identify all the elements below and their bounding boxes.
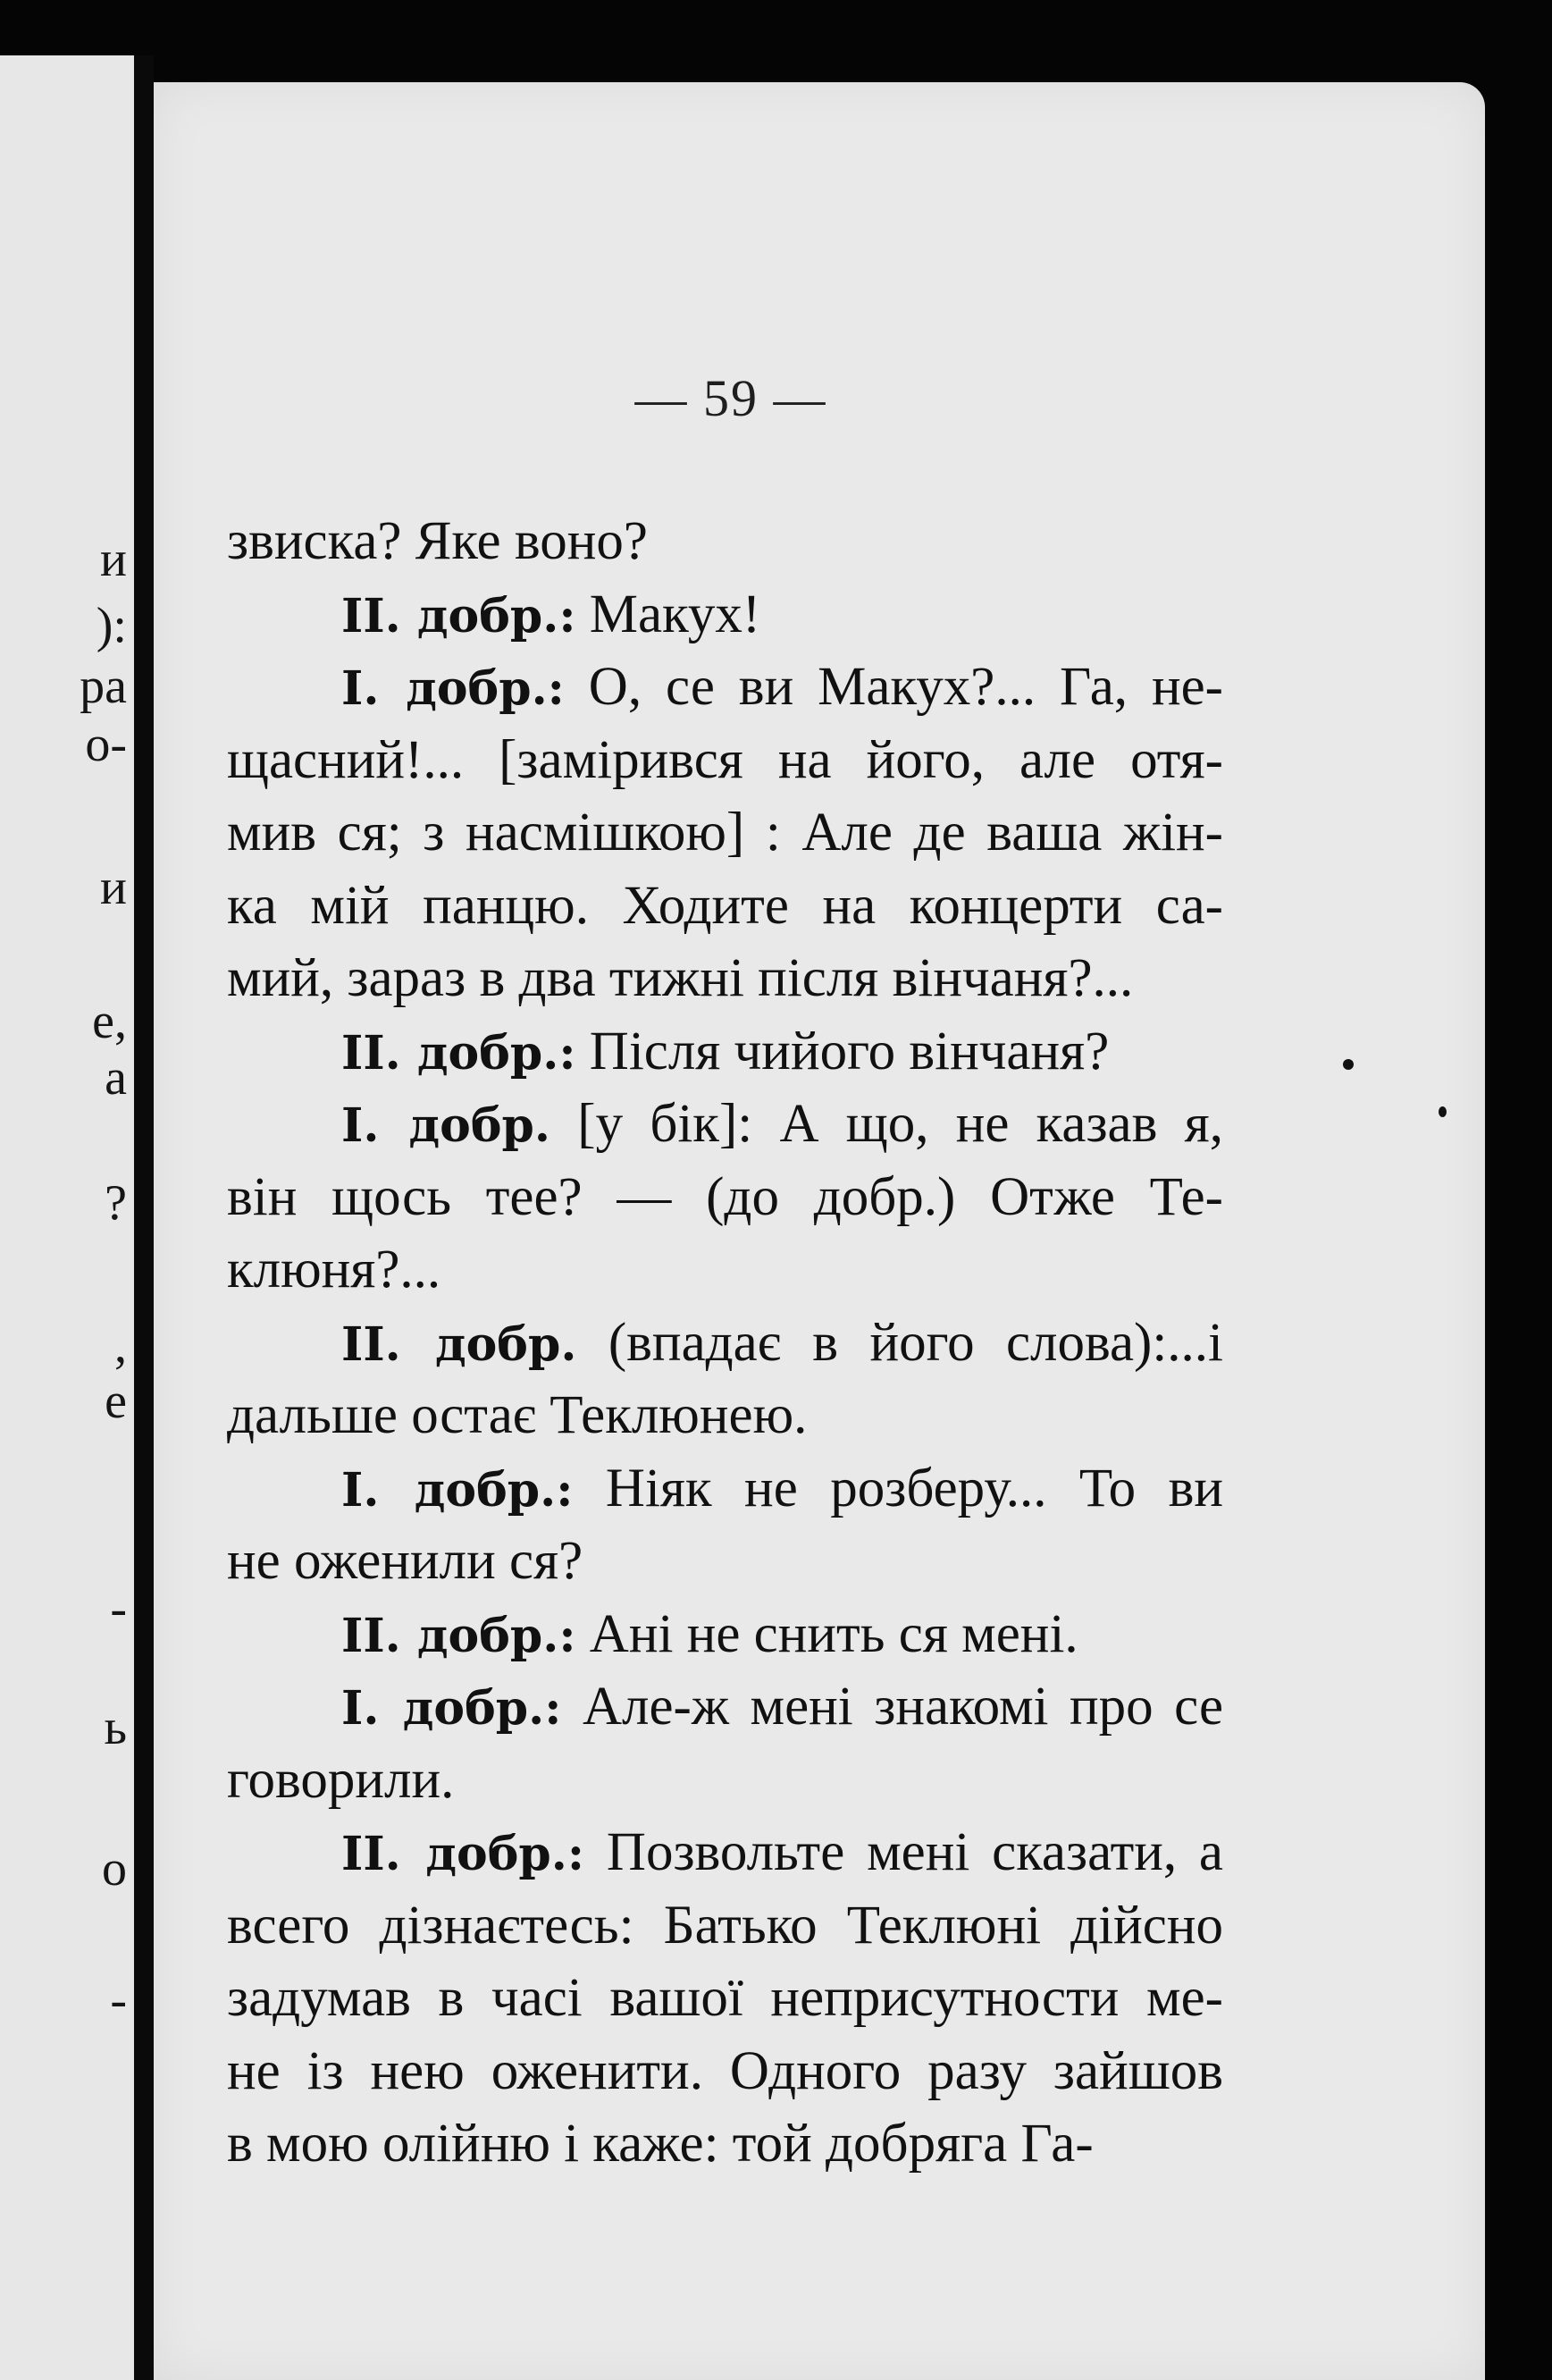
page-gutter: [134, 55, 154, 2380]
line-text: Ніяк не розберу... То ви: [605, 1458, 1223, 1518]
line-text: не оженили ся?: [227, 1531, 583, 1591]
speaker-label: II. добр.:: [341, 1608, 576, 1663]
text-line: [227, 1233, 1223, 1307]
text-line: [227, 870, 1223, 943]
line-text: Але-ж мені знакомі про се: [582, 1677, 1223, 1737]
text-line: [227, 1161, 1223, 1234]
speaker-label: II. добр.:: [341, 588, 576, 643]
line-text: (впадає в його слова):...і: [608, 1312, 1223, 1373]
line-text: щасний!... [замірився на його, але отя-: [227, 729, 1223, 790]
speaker-label: II. добр.:: [341, 1025, 576, 1081]
text-line: [227, 1088, 1223, 1161]
text-line: [227, 1744, 1223, 1817]
page-number: — 59 —: [634, 369, 827, 427]
margin-mark: [1343, 1059, 1354, 1070]
text-line: [227, 505, 1223, 578]
left-page-text-fragment: е: [105, 1374, 127, 1429]
speaker-label: I. добр.:: [341, 661, 565, 716]
text-line: [227, 942, 1223, 1015]
text-line: [227, 1598, 1223, 1671]
text-line: [227, 1962, 1223, 2035]
left-page-text-fragment: ?: [105, 1175, 127, 1231]
line-text: мив ся; з насмішкою] : Але де ваша жін-: [227, 803, 1223, 862]
line-text: в мою олійню і каже: той добряга Га-: [227, 2114, 1094, 2174]
speaker-label: I. добр.: [341, 1098, 551, 1153]
speaker-label: I. добр.:: [341, 1462, 574, 1518]
text-line: [227, 2035, 1223, 2108]
left-page-text-fragment: ь: [104, 1700, 127, 1755]
left-facing-page: [0, 55, 134, 2380]
left-page-text-fragment: е,: [92, 994, 127, 1049]
line-text: ка мій панцю. Ходите на концерти са-: [227, 875, 1223, 936]
left-page-text-fragment: ):: [96, 598, 127, 653]
line-text: задумав в часі вашої неприсутности ме-: [227, 1968, 1223, 2028]
line-text: [у бік]: А що, не казав я,: [577, 1094, 1223, 1154]
line-text: Позвольте мені сказати, а: [606, 1822, 1223, 1882]
speaker-label: I. добр.:: [341, 1681, 562, 1736]
left-page-text-fragment: и: [100, 532, 127, 587]
left-page-text-fragment: ,: [114, 1318, 127, 1374]
left-page-text-fragment: ра: [80, 659, 127, 714]
text-line: [227, 1379, 1223, 1452]
margin-mark: [1439, 1106, 1447, 1117]
text-line: [227, 578, 1223, 652]
left-page-text-fragment: а: [105, 1050, 127, 1106]
text-line: [227, 1015, 1223, 1089]
line-text: не із нею оженити. Одного разу зайшов: [227, 2040, 1223, 2101]
text-line: [227, 1307, 1223, 1380]
page-text: [227, 505, 1223, 2181]
line-text: звиска? Яке воно?: [227, 511, 648, 571]
line-text: всего дізнаєтесь: Батько Теклюні дійсно: [227, 1895, 1223, 1955]
speaker-label: II. добр.:: [341, 1827, 585, 1881]
text-line: [227, 1889, 1223, 1963]
text-line: [227, 1525, 1223, 1598]
line-text: клюня?...: [227, 1240, 441, 1299]
left-page-text-fragment: и: [100, 860, 127, 915]
text-line: [227, 1816, 1223, 1889]
text-line: [227, 2107, 1223, 2181]
text-line: [227, 1670, 1223, 1744]
line-text: Після чийого вінчаня?: [589, 1021, 1110, 1081]
line-text: Макух!: [589, 584, 761, 644]
left-page-text-fragment: о-: [85, 717, 127, 772]
line-text: він щось тее? — (до добр.) Отже Те-: [227, 1166, 1223, 1227]
left-page-text-fragment: -: [110, 1581, 127, 1636]
line-text: говорили.: [227, 1749, 455, 1810]
text-line: [227, 651, 1223, 724]
book-page: [154, 82, 1485, 2380]
text-line: [227, 1452, 1223, 1526]
line-text: О, се ви Макух?... Га, не-: [588, 657, 1223, 717]
speaker-label: II. добр.: [341, 1316, 577, 1372]
line-text: мий, зараз в два тижні після вінчаня?...: [227, 948, 1134, 1008]
left-page-text-fragment: о: [102, 1841, 127, 1896]
text-line: [227, 796, 1223, 870]
text-line: [227, 724, 1223, 797]
left-page-text-fragment: -: [110, 1972, 127, 2028]
line-text: Ані не снить ся мені.: [589, 1603, 1078, 1664]
line-text: дальше остає Теклюнею.: [227, 1385, 808, 1445]
